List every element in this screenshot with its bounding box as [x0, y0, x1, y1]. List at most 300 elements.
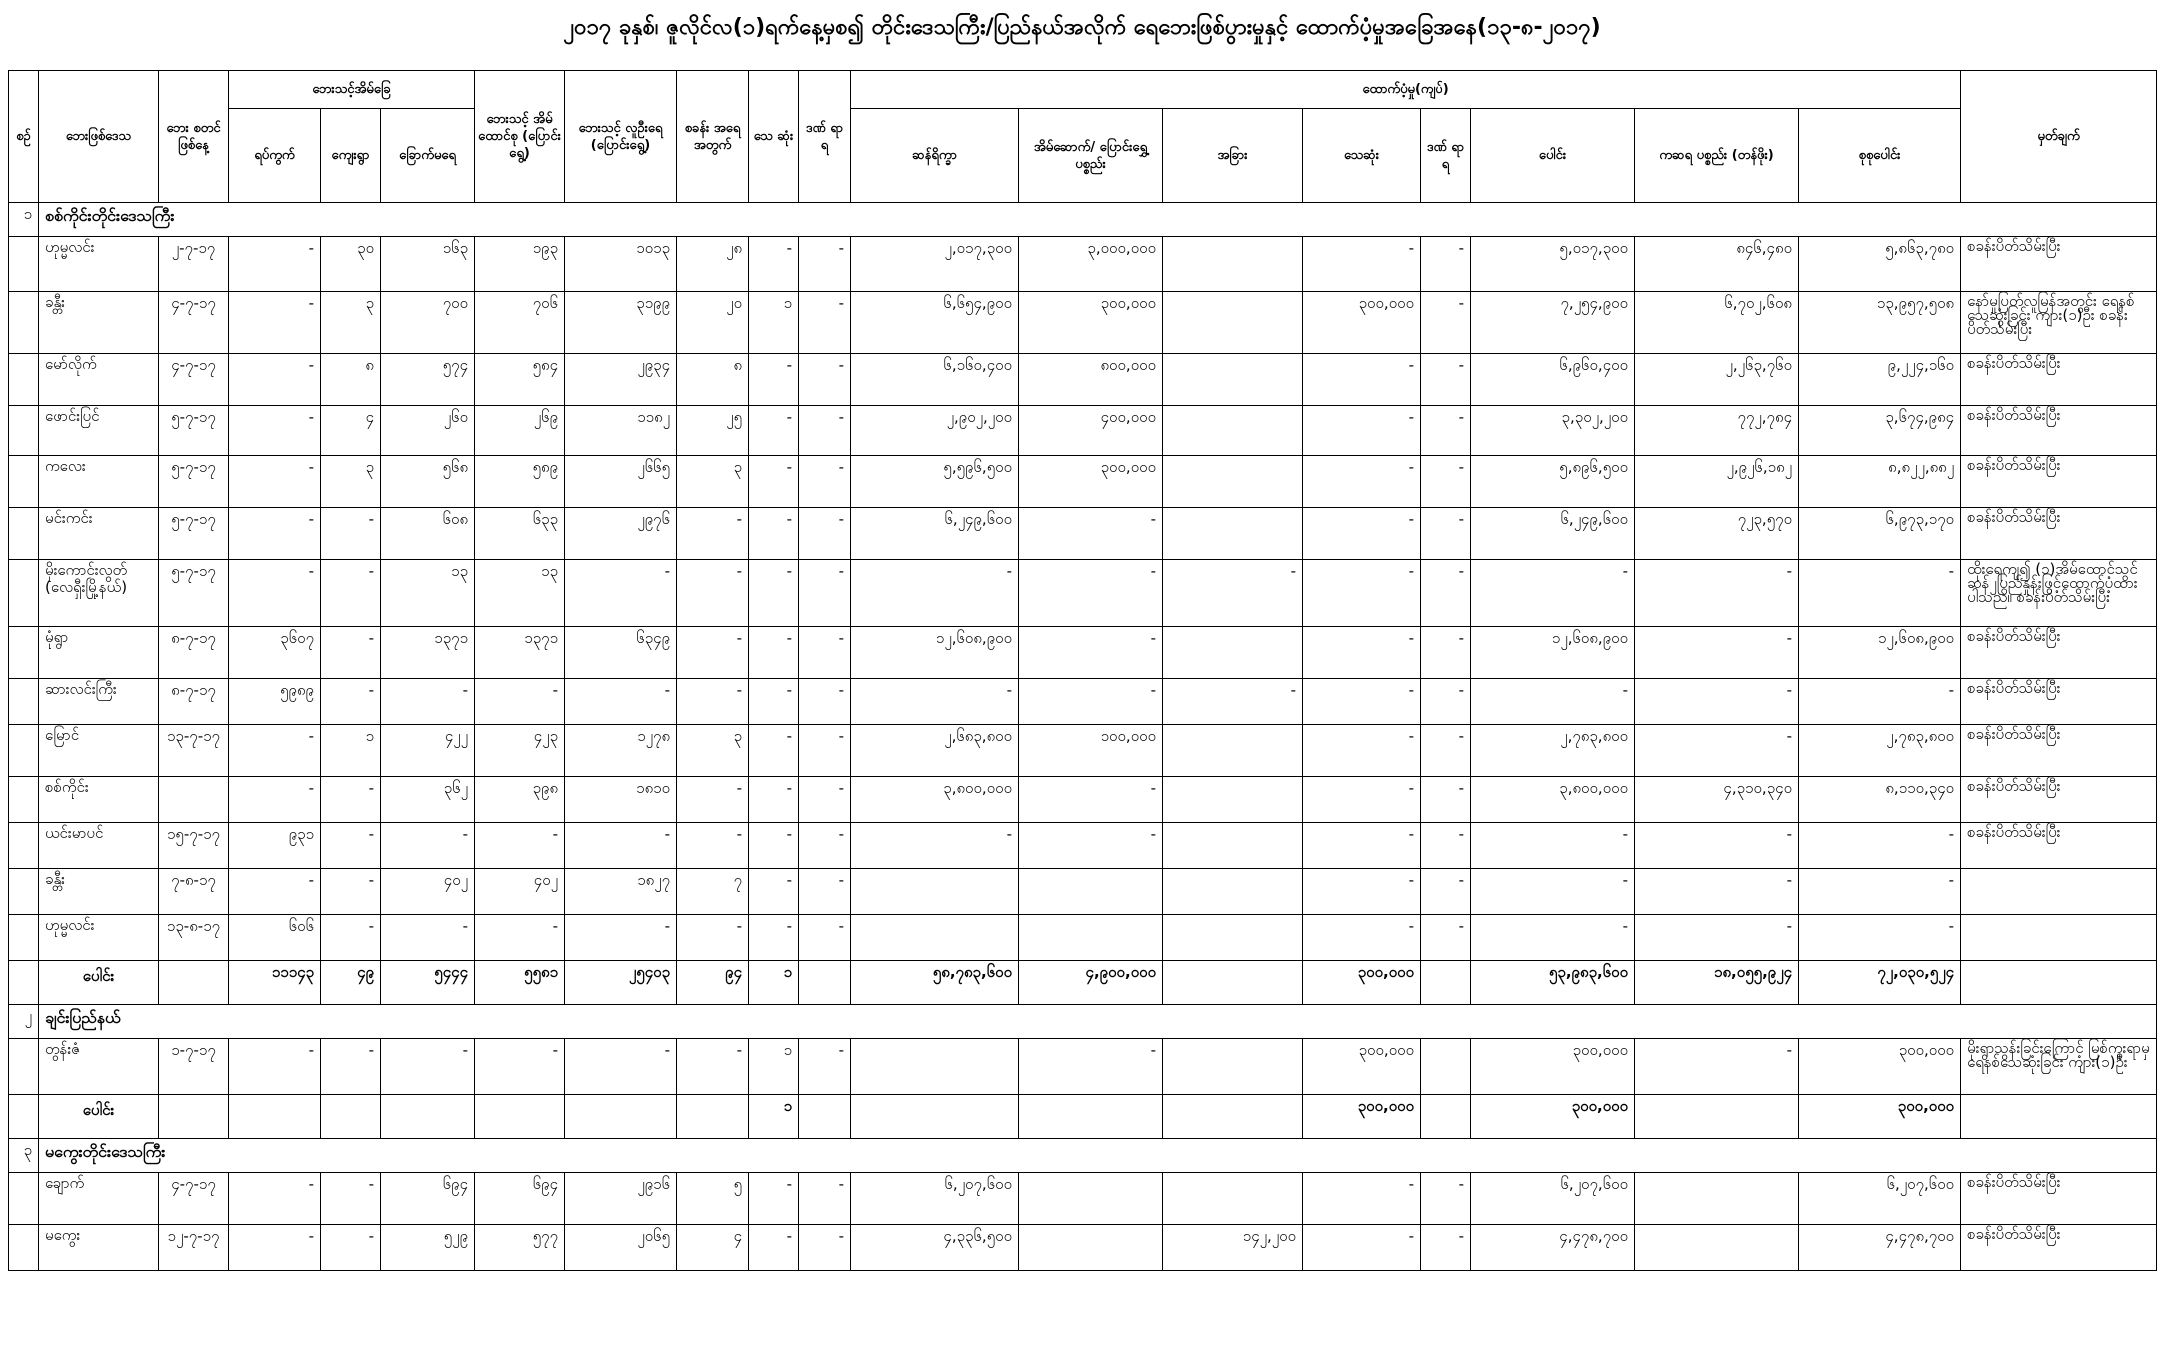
row-total: ၅,၀၁၇,၃၀၀ — [1471, 237, 1635, 292]
row-camps: ၃ — [677, 456, 749, 508]
row-injury-aid: - — [1421, 508, 1471, 560]
row-housing: ၃,၀၀၀,၀၀၀ — [1019, 237, 1163, 292]
row-rice: ၂,၂၆၃,၇၆၀ — [1635, 354, 1799, 406]
section-name: စစ်ကိုင်းတိုင်းဒေသကြီး — [39, 203, 2157, 237]
row-other: - — [1163, 679, 1303, 725]
row-housing: - — [1019, 508, 1163, 560]
row-death-aid: - — [1303, 560, 1421, 627]
row-injury-aid: - — [1421, 869, 1471, 915]
header-other: အခြား — [1163, 109, 1303, 203]
row-cash: - — [851, 679, 1019, 725]
row-death-aid: - — [1303, 456, 1421, 508]
total-row — [9, 961, 2157, 1005]
row-place: မင်းကင်း — [39, 508, 159, 560]
row-death-aid: - — [1303, 406, 1421, 456]
row-place: ကလေး — [39, 456, 159, 508]
row-place: မကွေး — [39, 1225, 159, 1271]
row-date: ၁၂-၇-၁၇ — [159, 1225, 229, 1271]
table-row — [9, 560, 2157, 627]
table-row — [9, 354, 2157, 406]
row-injured: - — [799, 237, 851, 292]
row-remark: စခန်းပိတ်သိမ်းပြီး — [1961, 679, 2157, 725]
row-camps: - — [677, 560, 749, 627]
row-total: ၆,၂၄၉,၆၀၀ — [1471, 508, 1635, 560]
row-injured: - — [799, 725, 851, 777]
row-death-aid: - — [1303, 627, 1421, 679]
total-quarters — [229, 1095, 321, 1139]
row-housing: ၃၀၀,၀၀၀ — [1019, 292, 1163, 354]
total-total: ၃၀၀,၀၀၀ — [1471, 1095, 1635, 1139]
header-death-aid: သေဆုံး — [1303, 109, 1421, 203]
table-row — [9, 869, 2157, 915]
total-housing — [1019, 1095, 1163, 1139]
total-date-cell — [159, 1095, 229, 1139]
row-other — [1163, 725, 1303, 777]
row-camps: - — [677, 679, 749, 725]
row-date: ၅-၇-၁၇ — [159, 508, 229, 560]
row-remark — [1961, 915, 2157, 961]
row-housing: ၈၀၀,၀၀၀ — [1019, 354, 1163, 406]
row-number-cell — [9, 456, 39, 508]
total-cash: ၅၈,၇၈၃,၆၀၀ — [851, 961, 1019, 1005]
total-death-aid: ၃၀၀,၀၀၀ — [1303, 1095, 1421, 1139]
row-other — [1163, 292, 1303, 354]
total-villages: ၄၉ — [321, 961, 381, 1005]
row-death-aid: - — [1303, 679, 1421, 725]
section-name: ချင်းပြည်နယ် — [39, 1005, 2157, 1039]
row-date: ၁၃-၈-၁၇ — [159, 915, 229, 961]
row-death-aid: ၃၀၀,၀၀၀ — [1303, 292, 1421, 354]
row-camps: ၄ — [677, 1225, 749, 1271]
row-grand: - — [1799, 679, 1961, 725]
row-other: ၁၄၂,၂၀၀ — [1163, 1225, 1303, 1271]
row-injured: - — [799, 560, 851, 627]
row-camps: - — [677, 823, 749, 869]
header-injured: ဒဏ် ရာ ရ — [799, 71, 851, 203]
row-households: ၁၆၃ — [381, 237, 475, 292]
row-injury-aid: - — [1421, 1225, 1471, 1271]
table-row — [9, 456, 2157, 508]
row-cash: ၄,၃၃၆,၅၀၀ — [851, 1225, 1019, 1271]
row-cash: ၆,၁၆၀,၄၀၀ — [851, 354, 1019, 406]
table-row — [9, 777, 2157, 823]
row-housing: - — [1019, 627, 1163, 679]
row-remark: မိုးရွာသွန်းခြင်းကြောင့် မြစ်ကူးရာမှ ရေနစ်သေဆုံးခြင်း ကျား(၁)ဦး — [1961, 1039, 2157, 1095]
row-number-cell — [9, 1173, 39, 1225]
header-injury-aid: ဒဏ် ရာ ရ — [1421, 109, 1471, 203]
row-injured: - — [799, 508, 851, 560]
row-injury-aid: - — [1421, 627, 1471, 679]
row-remark: ထိုးရေကျ၍ (၁)အိမ်ထောင်သွင် ဆန်၂ပြည်နှုန်းဖြင့်ထောက်ပံ့ထားပါသည်။ စခန်းပိတ်သိမ်းပြီး — [1961, 560, 2157, 627]
row-families: ၂၆၉ — [475, 406, 565, 456]
row-other — [1163, 237, 1303, 292]
header-persons: ဘေးသင့် လူဦးရေ (ပြောင်းရွေ့) — [565, 71, 677, 203]
row-place: ဟုမ္မလင်း — [39, 915, 159, 961]
row-number-cell — [9, 237, 39, 292]
row-families: ၅၈၉ — [475, 456, 565, 508]
row-cash: ၁၂,၆၀၈,၉၀၀ — [851, 627, 1019, 679]
row-total: ၄,၄၇၈,၇၀၀ — [1471, 1225, 1635, 1271]
total-row — [9, 1095, 2157, 1139]
row-camps: - — [677, 777, 749, 823]
row-quarters: ၆၀၆ — [229, 915, 321, 961]
row-households: ၆၉၄ — [381, 1173, 475, 1225]
row-death-aid: - — [1303, 777, 1421, 823]
row-injury-aid: - — [1421, 237, 1471, 292]
section-number: ၁ — [9, 203, 39, 237]
row-camps: ၂၀ — [677, 292, 749, 354]
row-persons: ၁၂၇၈ — [565, 725, 677, 777]
row-injury-aid: - — [1421, 777, 1471, 823]
header-sno: စဥ် — [9, 71, 39, 203]
row-total: ၇,၂၅၄,၉၀၀ — [1471, 292, 1635, 354]
row-death-aid: - — [1303, 237, 1421, 292]
row-deaths: - — [749, 406, 799, 456]
row-place: ဖောင်းပြင် — [39, 406, 159, 456]
header-remarks: မှတ်ချက် — [1961, 71, 2157, 203]
row-cash — [851, 915, 1019, 961]
row-injured: - — [799, 354, 851, 406]
row-quarters: ၅၉၈၉ — [229, 679, 321, 725]
header-grand: စုစုပေါင်း — [1799, 109, 1961, 203]
row-grand: ၁၃,၉၅၇,၅၀၈ — [1799, 292, 1961, 354]
row-injured: - — [799, 777, 851, 823]
row-villages: - — [321, 915, 381, 961]
row-persons: - — [565, 679, 677, 725]
row-number-cell — [9, 560, 39, 627]
row-villages: - — [321, 627, 381, 679]
row-grand: ၃,၆၇၄,၉၈၄ — [1799, 406, 1961, 456]
table-row — [9, 823, 2157, 869]
row-deaths: - — [749, 823, 799, 869]
row-other: - — [1163, 560, 1303, 627]
total-rice: ၁၈,၀၅၅,၉၂၄ — [1635, 961, 1799, 1005]
row-housing: - — [1019, 560, 1163, 627]
total-injury-aid — [1421, 1095, 1471, 1139]
total-rice — [1635, 1095, 1799, 1139]
row-persons: - — [565, 1039, 677, 1095]
row-persons: ၁၈၁၀ — [565, 777, 677, 823]
row-persons: ၃၁၉၉ — [565, 292, 677, 354]
row-families: ၇၀၆ — [475, 292, 565, 354]
row-housing: - — [1019, 823, 1163, 869]
total-total: ၅၃,၉၈၃,၆၀၀ — [1471, 961, 1635, 1005]
row-remark: စခန်းပိတ်သိမ်းပြီး — [1961, 237, 2157, 292]
row-date — [159, 777, 229, 823]
row-villages: ၁ — [321, 725, 381, 777]
page-title: ၂၀၁၇ ခုနှစ်၊ ဇူလိုင်လ(၁)ရက်နေ့မှစ၍ တိုင်းဒေသကြီး/ပြည်နယ်အလိုက် ရေဘေးဖြစ်ပွားမှုနှင့် ထောက်ပံ့မှုအခြေအနေ(၁၃-၈-၂၀၁၇) — [563, 15, 1601, 40]
row-rice — [1635, 1173, 1799, 1225]
row-date: ၈-၇-၁၇ — [159, 679, 229, 725]
row-quarters: - — [229, 354, 321, 406]
table-row — [9, 1173, 2157, 1225]
row-number-cell — [9, 869, 39, 915]
row-quarters: - — [229, 560, 321, 627]
row-other — [1163, 1039, 1303, 1095]
row-place: ဟုမ္မလင်း — [39, 237, 159, 292]
row-number-cell — [9, 915, 39, 961]
row-persons: - — [565, 915, 677, 961]
row-other — [1163, 406, 1303, 456]
total-label: ပေါင်း — [39, 1095, 159, 1139]
row-cash: ၂,၆၈၃,၈၀၀ — [851, 725, 1019, 777]
row-persons: ၆၃၄၉ — [565, 627, 677, 679]
row-households: ၆၀၈ — [381, 508, 475, 560]
total-label: ပေါင်း — [39, 961, 159, 1005]
row-remark: စခန်းပိတ်သိမ်းပြီး — [1961, 1173, 2157, 1225]
total-other — [1163, 1095, 1303, 1139]
row-injured: - — [799, 915, 851, 961]
row-grand: - — [1799, 560, 1961, 627]
row-number-cell — [9, 1225, 39, 1271]
row-other — [1163, 354, 1303, 406]
row-deaths: - — [749, 679, 799, 725]
row-number-cell — [9, 354, 39, 406]
row-housing: ၁၀၀,၀၀၀ — [1019, 725, 1163, 777]
row-death-aid: - — [1303, 823, 1421, 869]
row-camps: ၂၅ — [677, 406, 749, 456]
row-quarters: - — [229, 237, 321, 292]
row-total: - — [1471, 679, 1635, 725]
row-grand: ၆,၂၀၇,၆၀၀ — [1799, 1173, 1961, 1225]
row-families: ၃၉၈ — [475, 777, 565, 823]
row-families: ၄၂၃ — [475, 725, 565, 777]
section-header — [9, 1139, 2157, 1173]
row-rice: - — [1635, 725, 1799, 777]
row-families: ၁၃၇၁ — [475, 627, 565, 679]
row-grand: ၉,၂၂၄,၁၆၀ — [1799, 354, 1961, 406]
row-death-aid: - — [1303, 508, 1421, 560]
row-deaths: - — [749, 1173, 799, 1225]
row-households: ၄၂၂ — [381, 725, 475, 777]
row-deaths: - — [749, 456, 799, 508]
row-deaths: - — [749, 354, 799, 406]
row-injury-aid: - — [1421, 292, 1471, 354]
row-families: ၄၀၂ — [475, 869, 565, 915]
row-death-aid: - — [1303, 1173, 1421, 1225]
row-death-aid: ၃၀၀,၀၀၀ — [1303, 1039, 1421, 1095]
row-rice: - — [1635, 627, 1799, 679]
row-rice: ၇၇၂,၇၈၄ — [1635, 406, 1799, 456]
table-row — [9, 725, 2157, 777]
row-injured: - — [799, 1225, 851, 1271]
row-deaths: - — [749, 725, 799, 777]
row-grand: ၂,၇၈၃,၈၀၀ — [1799, 725, 1961, 777]
row-total: ၃,၃၀၂,၂၀၀ — [1471, 406, 1635, 456]
header-place: ဘေးဖြစ်ဒေသ — [39, 71, 159, 203]
row-deaths: - — [749, 869, 799, 915]
row-remark: နော်မှုပြတ်လူမြန်အတွင်း ရေနစ်သေဆုံးခြင်း ကျား(၁)ဦး စခန်းပိတ်သိမ်းပြီး — [1961, 292, 2157, 354]
total-households: ၅၄၄၄ — [381, 961, 475, 1005]
section-number: ၂ — [9, 1005, 39, 1039]
row-place: စစ်ကိုင်း — [39, 777, 159, 823]
row-persons: ၂၉၃၄ — [565, 354, 677, 406]
row-grand: ၅,၈၆၃,၇၈၀ — [1799, 237, 1961, 292]
row-remark: စခန်းပိတ်သိမ်းပြီး — [1961, 508, 2157, 560]
header-villages: ကျေးရွာ — [321, 109, 381, 203]
row-date: ၇-၈-၁၇ — [159, 869, 229, 915]
row-other — [1163, 508, 1303, 560]
row-villages: - — [321, 1225, 381, 1271]
row-remark: စခန်းပိတ်သိမ်းပြီး — [1961, 1225, 2157, 1271]
row-persons: ၂၀၆၅ — [565, 1225, 677, 1271]
row-quarters: - — [229, 869, 321, 915]
row-injury-aid: - — [1421, 406, 1471, 456]
row-camps: - — [677, 508, 749, 560]
header-date: ဘေး စတင် ဖြစ်နေ့ — [159, 71, 229, 203]
row-remark: စခန်းပိတ်သိမ်းပြီး — [1961, 627, 2157, 679]
row-rice: - — [1635, 560, 1799, 627]
row-housing — [1019, 915, 1163, 961]
table-row — [9, 406, 2157, 456]
row-injury-aid: - — [1421, 679, 1471, 725]
table-row — [9, 679, 2157, 725]
row-villages: - — [321, 560, 381, 627]
row-camps: ၂၈ — [677, 237, 749, 292]
row-cash: - — [851, 560, 1019, 627]
row-death-aid: - — [1303, 725, 1421, 777]
row-total: ၆,၉၆၀,၄၀၀ — [1471, 354, 1635, 406]
row-remark: စခန်းပိတ်သိမ်းပြီး — [1961, 725, 2157, 777]
total-cash — [851, 1095, 1019, 1139]
row-quarters: - — [229, 1225, 321, 1271]
total-camps: ၉၄ — [677, 961, 749, 1005]
row-households: ၁၃ — [381, 560, 475, 627]
row-households: ၇၀၀ — [381, 292, 475, 354]
row-cash: ၆,၂၄၉,၆၀၀ — [851, 508, 1019, 560]
row-place: ခန္တီး — [39, 292, 159, 354]
row-total: ၃၀၀,၀၀၀ — [1471, 1039, 1635, 1095]
row-households: ၁၃၇၁ — [381, 627, 475, 679]
row-grand: ၈,၁၁၀,၃၄၀ — [1799, 777, 1961, 823]
row-persons: ၂၆၆၅ — [565, 456, 677, 508]
row-grand: ၆,၉၇၃,၁၇၀ — [1799, 508, 1961, 560]
row-total: - — [1471, 560, 1635, 627]
flood-status-table — [8, 70, 2157, 1271]
row-households: ၃၆၂ — [381, 777, 475, 823]
table-row — [9, 915, 2157, 961]
header-rice: ကဆရ ပစ္စည်း (တန်ဖိုး) — [1635, 109, 1799, 203]
total-villages — [321, 1095, 381, 1139]
row-number-cell — [9, 627, 39, 679]
row-quarters: - — [229, 406, 321, 456]
row-camps: ၅ — [677, 1173, 749, 1225]
total-families — [475, 1095, 565, 1139]
row-date: ၄-၇-၁၇ — [159, 354, 229, 406]
row-grand: - — [1799, 869, 1961, 915]
row-death-aid: - — [1303, 915, 1421, 961]
row-deaths: - — [749, 1225, 799, 1271]
row-place: မော်လိုက် — [39, 354, 159, 406]
total-date-cell — [159, 961, 229, 1005]
row-cash: ၂,၀၁၇,၃၀၀ — [851, 237, 1019, 292]
row-families: ၆၉၄ — [475, 1173, 565, 1225]
total-persons — [565, 1095, 677, 1139]
total-remark-cell — [1961, 961, 2157, 1005]
row-quarters: ၃၆၀၇ — [229, 627, 321, 679]
row-grand: - — [1799, 915, 1961, 961]
total-remark-cell — [1961, 1095, 2157, 1139]
row-other — [1163, 915, 1303, 961]
total-persons: ၂၅၄၀၃ — [565, 961, 677, 1005]
row-date: ၈-၇-၁၇ — [159, 627, 229, 679]
total-death-aid: ၃၀၀,၀၀၀ — [1303, 961, 1421, 1005]
row-rice: ၄,၃၁၀,၃၄၀ — [1635, 777, 1799, 823]
row-deaths: ၁ — [749, 292, 799, 354]
row-quarters: - — [229, 1173, 321, 1225]
row-villages: - — [321, 823, 381, 869]
row-quarters: - — [229, 456, 321, 508]
row-other — [1163, 869, 1303, 915]
total-grand: ၃၀၀,၀၀၀ — [1799, 1095, 1961, 1139]
row-persons: ၂၉၁၆ — [565, 1173, 677, 1225]
row-households: ၂၆၀ — [381, 406, 475, 456]
row-place: တွန်းဇံ — [39, 1039, 159, 1095]
row-families: - — [475, 679, 565, 725]
section-header — [9, 1005, 2157, 1039]
row-remark: စခန်းပိတ်သိမ်းပြီး — [1961, 406, 2157, 456]
row-households: ၄၀၂ — [381, 869, 475, 915]
row-injured: - — [799, 292, 851, 354]
row-number-cell — [9, 292, 39, 354]
row-deaths: ၁ — [749, 1039, 799, 1095]
table-row — [9, 1039, 2157, 1095]
total-injury-aid — [1421, 961, 1471, 1005]
total-housing: ၄,၉၀၀,၀၀၀ — [1019, 961, 1163, 1005]
row-rice: ၈၄၆,၄၈၀ — [1635, 237, 1799, 292]
row-villages: ၃၀ — [321, 237, 381, 292]
row-remark — [1961, 869, 2157, 915]
row-housing — [1019, 1173, 1163, 1225]
row-households: - — [381, 1039, 475, 1095]
row-villages: ၄ — [321, 406, 381, 456]
row-rice: - — [1635, 869, 1799, 915]
total-grand: ၇၂,၀၃၀,၅၂၄ — [1799, 961, 1961, 1005]
row-quarters: - — [229, 777, 321, 823]
row-quarters: - — [229, 725, 321, 777]
row-rice: - — [1635, 1039, 1799, 1095]
row-quarters: - — [229, 508, 321, 560]
row-camps: - — [677, 915, 749, 961]
row-date: ၅-၇-၁၇ — [159, 560, 229, 627]
row-persons: ၁၁၈၂ — [565, 406, 677, 456]
section-header — [9, 203, 2157, 237]
row-total: ၁၂,၆၀၈,၉၀၀ — [1471, 627, 1635, 679]
row-families: ၅၇၇ — [475, 1225, 565, 1271]
table-row — [9, 627, 2157, 679]
row-injury-aid: - — [1421, 1173, 1471, 1225]
row-date: ၂-၇-၁၇ — [159, 237, 229, 292]
section-name: မကွေးတိုင်းဒေသကြီး — [39, 1139, 2157, 1173]
row-date: ၄-၇-၁၇ — [159, 1173, 229, 1225]
row-cash — [851, 869, 1019, 915]
row-housing — [1019, 1225, 1163, 1271]
row-injured: - — [799, 869, 851, 915]
row-injured: - — [799, 406, 851, 456]
row-injury-aid: - — [1421, 560, 1471, 627]
row-housing: - — [1019, 1039, 1163, 1095]
row-place: မြောင် — [39, 725, 159, 777]
row-injured: - — [799, 1039, 851, 1095]
row-death-aid: - — [1303, 354, 1421, 406]
row-villages: ၃ — [321, 292, 381, 354]
row-villages: ၃ — [321, 456, 381, 508]
row-number-cell — [9, 777, 39, 823]
row-persons: - — [565, 823, 677, 869]
row-persons: ၁၀၁၃ — [565, 237, 677, 292]
table-body — [9, 203, 2157, 1271]
row-villages: - — [321, 869, 381, 915]
